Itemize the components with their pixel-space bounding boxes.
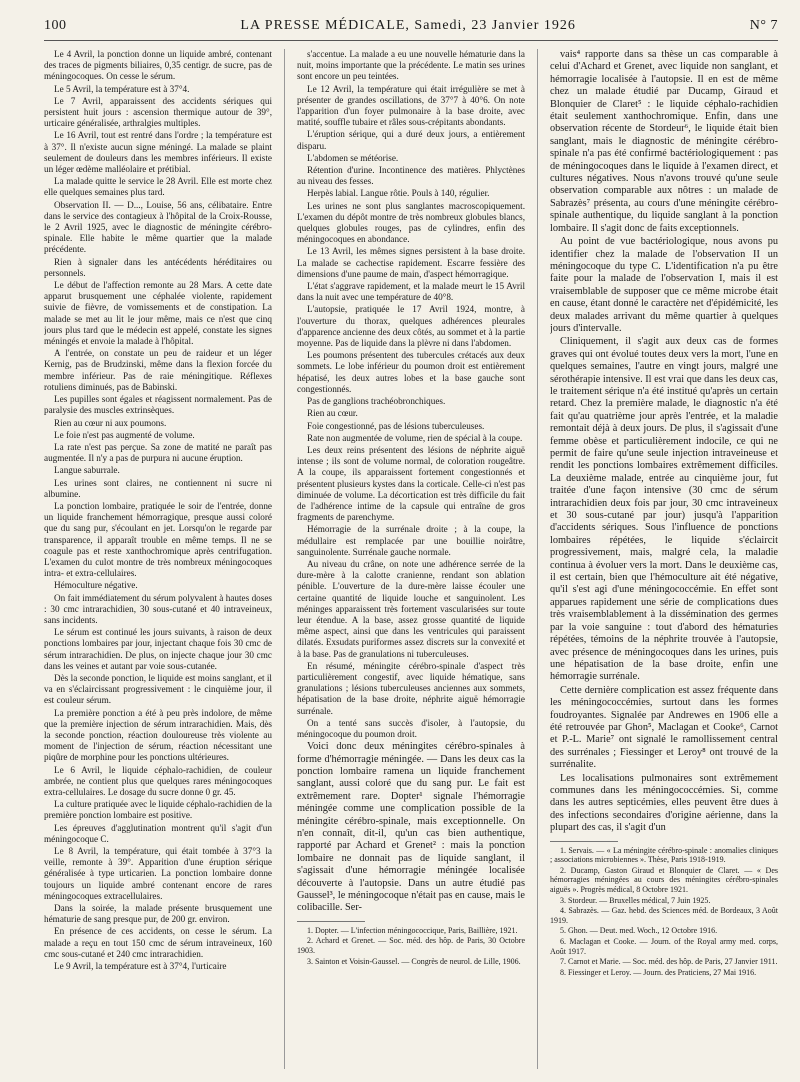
paragraph: Hémorragie de la surrénale droite ; à la coupe, la médullaire est remplacée par une bouillie noirâtre, sanguinolente. Surrénale gauche normale. bbox=[297, 524, 525, 557]
paragraph: Le 8 Avril, la température, qui était tombée à 37°3 la veille, remonte à 39°. Apparition d'une éruption sérique généralisée à type urticarien. La ponction lombaire donne toujours un liquide ambré contenant encore de rares méningocoques extracellulaires. bbox=[44, 846, 272, 901]
paragraph: On fait immédiatement du sérum polyvalent à hautes doses : 30 cmc intrarachidien, 30 sous-cutané et 40 intraveineux, sans incidents. bbox=[44, 592, 272, 625]
paragraph: Cette dernière complication est assez fréquente dans les méningococcémies, surtout dans les formes foudroyantes. Signalée par Andrewes en 1906 elle a été retrouvée par Ghon⁵, Maclagan et Cooke⁶, Carnot et P.-L. Marie⁷ ont signalé le ramollissement central des surrénales ; Fiessinger et Leroy⁸ ont trouvé de la surrénalite. bbox=[550, 684, 778, 771]
paragraph: Hémoculture négative. bbox=[54, 580, 138, 591]
column-2 bbox=[297, 49, 525, 1069]
column-3-footnotes bbox=[550, 846, 778, 978]
paragraph: L'éruption sérique, qui a duré deux jours, a entièrement disparu. bbox=[297, 129, 525, 151]
paragraph: Herpès labial. Langue rôtie. Pouls à 140, régulier. bbox=[307, 188, 490, 199]
footnote: 2. Achard et Grenet. — Soc. méd. des hôp. de Paris, 30 Octobre 1903. bbox=[297, 936, 525, 956]
paragraph: Dès la seconde ponction, le liquide est moins sanglant, et il va en s'éclaircissant progressivement : le cinquième jour, il est couleur sérum. bbox=[44, 672, 272, 706]
footnote: 3. Sainton et Voisin-Gaussel. — Congrès de neurol. de Lille, 1906. bbox=[307, 956, 521, 966]
column-2-observation bbox=[297, 49, 525, 740]
paragraph: L'abdomen se météorise. bbox=[307, 152, 399, 163]
column-divider bbox=[284, 49, 285, 1069]
paragraph: Les poumons présentent des tubercules crétacés aux deux sommets. Le lobe inférieur du poumon droit est entièrement hépatisé, les deux autres lobes et la base gauche sont congestionnés. bbox=[297, 350, 525, 394]
text-columns bbox=[44, 49, 778, 1069]
column-divider bbox=[537, 49, 538, 1069]
paragraph: Le 7 Avril, apparaissent des accidents sériques qui persistent huit jours : ascension thermique autour de 39°, urticaire généralisée, arthralgies multiples. bbox=[44, 95, 272, 129]
column-2-discussion bbox=[297, 741, 525, 915]
issue-number: N° 7 bbox=[749, 18, 778, 33]
page-header bbox=[44, 18, 778, 41]
footnote: 1. Dopter. — L'infection méningococcique, Paris, Baillière, 1921. bbox=[307, 925, 518, 935]
footnote: 3. Stordeur. — Bruxelles médical, 7 Juin 1925. bbox=[560, 895, 711, 905]
paragraph: Le foie n'est pas augmenté de volume. bbox=[54, 429, 195, 440]
paragraph: Observation II. — D..., Louise, 56 ans, célibataire. Entre dans le service des contagieux à l'hôpital de la Croix-Rousse, le 2 Avril 1925, avec le diagnostic de méningite cérébro-spinale. Elle habite le même quartier que la malade précédente. bbox=[44, 199, 272, 255]
paragraph: Le 5 Avril, la température est à 37°4. bbox=[54, 83, 190, 94]
paragraph: Les deux reins présentent des lésions de néphrite aiguë intense ; ils sont de volume normal, de coloration rougeâtre. A la coupe, ils apparaissent fortement congestionnés et présentent plusieurs kystes dans la corticale. Celle-ci n'est pas diminuée de volume. La décortication est très difficile du fait de l'adhérence intime de la capsule qui entraîne de gros fragments de parenchyme. bbox=[297, 444, 525, 523]
paragraph: Les urines sont claires, ne contiennent ni sucre ni albumine. bbox=[44, 477, 272, 499]
paragraph: Dans la soirée, la malade présente brusquement une hématurie de sang presque pur, de 200 gr. environ. bbox=[44, 903, 272, 925]
paragraph: La première ponction a été à peu près indolore, de même que la première injection de sérum intrarachidien. Mais, dès la seconde ponction, réaction douloureuse très violente au moment de l'injection de sérum, réaction nécessitant une piqûre de morphine pour les ponctions ultérieures. bbox=[44, 707, 272, 763]
paragraph: Les pupilles sont égales et réagissent normalement. Pas de paralysie des muscles extrinsèques. bbox=[44, 394, 272, 416]
footnote: 2. Ducamp, Gaston Giraud et Blonquier de Claret. — « Des hémorragies méningées au cours des méningites cérébro-spinales aiguës ». Progrès médical, 8 Octobre 1921. bbox=[550, 865, 778, 894]
paragraph: Cliniquement, il s'agit aux deux cas de formes graves qui ont évolué toutes deux vers la mort, l'une en quelques semaines, l'autre en vingt jours, malgré une sérothérapie intensive. Il est vrai que dans les deux cas, le traitement sérique n'a été institué qu'après un certain retard. Chez la première malade, le diagnostic n'a été fait qu'au quatrième jour après l'entrée, et la maladie remontait déjà à deux jours. De plus, il s'agissait d'une femme obèse et particulièrement indocile, ce qui ne permit de faire qu'une seule injection intraveineuse et rendit les ponctions lombaires extrêmement difficiles. La deuxième malade, entrée au cinquième jour, fut traitée d'une façon intensive (30 cmc de sérum intrarachidien deux fois par jour, 30 cmc intraveineux et 30 sous-cutané par jour) jusqu'à l'apparition d'accidents sériques. Sous l'influence de ponctions lombaires répétées, le liquide s'éclaircit progressivement, mais, malgré cela, la maladie continua à évoluer vers la mort. Dans le deuxième cas, il est certain, bien que l'hémoculture ait été négative, qu'il s'est agi d'une méningococcémie. En effet sont apparues rapidement une série de complications dues très vraisemblablement à la dissémination des germes par la voie sanguine : tout d'abord des hématuries répétées, témoins de la néphrite trouvée à l'autopsie, avec présence de méningocoques dans les urines, puis une hépatisation de la base droite, enfin une hémorragie surrénale. bbox=[550, 336, 778, 683]
paragraph: La malade quitte le service le 28 Avril. Elle est morte chez elle quelques semaines plus tard. bbox=[44, 176, 272, 198]
paragraph: Le 13 Avril, les mêmes signes persistent à la base droite. La malade se cachectise rapidement. Escarre fessière des dimensions d'une paume de main, d'aspect hémorragique. bbox=[297, 246, 525, 279]
paragraph: vais⁴ rapporte dans sa thèse un cas comparable à celui d'Achard et Grenet, avec liquide non sanglant, et hémorragie localisée à l'autopsie. Il en est de même chez un malade étudié par Ducamp, Giraud et Blonquier de Claret⁵ : le liquide céphalo-rachidien était seulement xanthochromique. Enfin, dans une observation récente de Stordeur⁶, le liquide était bien sanglant, mais le diagnostic de méningite cérébro-spinale n'a pas été confirmé bactériologiquement : pas de méningocoques dans le liquide à l'examen direct, et cultures négatives. Nous n'avons trouvé qu'une seule observation comparable aux nôtres : un malade de Sabrazès⁷ présenta, au cours d'une méningite cérébro-spinale authentique, du liquide sanglant à la ponction lombaire. Il s'agit donc de faits exceptionnels. bbox=[550, 49, 778, 234]
footnote-rule bbox=[297, 921, 365, 922]
paragraph: Rien à signaler dans les antécédents héréditaires ou personnels. bbox=[44, 256, 272, 278]
column-2-footnotes bbox=[297, 926, 525, 966]
paragraph: Pas de ganglions trachéobronchiques. bbox=[307, 396, 446, 407]
paragraph: s'accentue. La malade a eu une nouvelle hématurie dans la nuit, moins importante que la précédente. Le matin ses urines sont encore un peu teintées. bbox=[297, 49, 525, 82]
paragraph: Les épreuves d'agglutination montrent qu'il s'agit d'un méningocoque C. bbox=[44, 822, 272, 844]
paragraph: Les urines ne sont plus sanglantes macroscopiquement. L'examen du dépôt montre de très nombreux globules blancs, quelques globules rouges, pas de cylindres, enfin des méningocoques en abondance. bbox=[297, 200, 525, 245]
paragraph: Rétention d'urine. Incontinence des matières. Phlyctènes au niveau des fesses. bbox=[297, 165, 525, 187]
journal-title: LA PRESSE MÉDICALE, Samedi, 23 Janvier 1926 bbox=[240, 18, 576, 33]
paragraph: L'état s'aggrave rapidement, et la malade meurt le 15 Avril dans la nuit avec une température de 40°8. bbox=[297, 281, 525, 303]
paragraph: Rien au cœur ni aux poumons. bbox=[54, 417, 167, 428]
footnote: 4. Sabrazès. — Gaz. hebd. des Sciences méd. de Bordeaux, 3 Août 1919. bbox=[550, 906, 778, 925]
paragraph: A l'entrée, on constate un peu de raideur et un léger Kernig, pas de Brudzinski, même dans la flexion forcée du membre inférieur. Pas de raie méningitique. Réflexes rotuliens diminués, pas de Babinski. bbox=[44, 348, 272, 392]
paragraph: Le sérum est continué les jours suivants, à raison de deux ponctions lombaires par jour, injectant chaque fois 30 cmc de sérum intrarachidien. De plus, on injecte chaque jour 30 cmc dans les veines et autant par voie sous-cutanée. bbox=[44, 627, 272, 671]
paragraph: Foie congestionné, pas de lésions tuberculeuses. bbox=[307, 420, 485, 431]
paragraph: Rien au cœur. bbox=[307, 408, 358, 419]
paragraph: En présence de ces accidents, on cesse le sérum. La malade a reçu en tout 150 cmc de sérum intraveineux, 160 cmc sous-cutané et 240 cmc intrarachidien. bbox=[44, 926, 272, 959]
paragraph: Au niveau du crâne, on note une adhérence serrée de la dure-mère à la calotte cranienne, rendant son ablation pénible. L'ouverture de la dure-mère laisse écouler une certaine quantité de liquide louche et sanguinolent. Les méninges apparaissent très fortement vascularisées sur toute leur étendue. A la base, assez grosse quantité de liquide même aspect, ainsi que dans les ventricules qui paraissent dilatés. Exsudats puriformes assez discrets sur la convexité et à la base. Pas de granulations ni tuberculeuses. bbox=[297, 558, 525, 659]
paragraph: Rate non augmentée de volume, rien de spécial à la coupe. bbox=[307, 432, 523, 443]
footnote: 7. Carnot et Marie. — Soc. méd. des hôp. de Paris, 27 Janvier 1911. bbox=[560, 957, 778, 967]
footnote: 1. Servais. — « La méningite cérébro-spinale : anomalies cliniques ; associations microbiennes ». Thèse, Paris 1918-1919. bbox=[550, 845, 778, 865]
paragraph: En résumé, méningite cérébro-spinale d'aspect très particulièrement congestif, avec liquide hématique, sans granulations ; lésions tuberculeuses anciennes aux sommets, hépatisation de la base droite, néphrite aiguë hémorragie surrénale. bbox=[297, 660, 525, 716]
column-1 bbox=[44, 49, 272, 1069]
paragraph: Les localisations pulmonaires sont extrêmement communes dans les méningococcémies. Si, comme dans les autres septicémies, elles peuvent être dues à des infections secondaires d'origine aérienne, dans la plupart des cas, il s'agit d'un bbox=[550, 772, 778, 834]
paragraph: Langue saburrale. bbox=[54, 465, 120, 476]
paragraph: La rate n'est pas perçue. Sa zone de matité ne paraît pas augmentée. Il n'y a pas de purpura ni aucune éruption. bbox=[44, 441, 272, 464]
page-number: 100 bbox=[44, 18, 67, 33]
paragraph: On a tenté sans succès d'isoler, à l'autopsie, du méningocoque du poumon droit. bbox=[297, 717, 525, 739]
footnote: 5. Ghon. — Deut. med. Woch., 12 Octobre 1916. bbox=[560, 926, 718, 936]
paragraph: Le 12 Avril, la température qui était irrégulière se met à présenter de grandes oscillations, de 37°7 à 40°6. On note l'apparition d'un foyer pulmonaire à la base droite, avec matité, souffle tubaire et râles sous-crépitants abondants. bbox=[297, 83, 525, 128]
footnote-rule bbox=[550, 841, 618, 842]
paragraph: Au point de vue bactériologique, nous avons pu identifier chez la malade de l'observation II un méningocoque du type C. L'identification n'a pu être faite pour la malade de l'observation I, mais il est vraisemblable de supposer que ce même microbe était en cause, étant donné le caractère net d'épidémicité, les deux malades arrivant du même quartier à quelques jours d'intervalle. bbox=[550, 236, 778, 334]
column-3-text bbox=[550, 49, 778, 835]
paragraph: Le 9 Avril, la température est à 37°4, l'urticaire bbox=[54, 961, 227, 972]
paragraph: Le début de l'affection remonte au 28 Mars. A cette date apparut brusquement une céphalée violente, rapidement suivie de fièvre, de vomissements et de constipation. La malade se met au lit le jour même, mais ce n'est que cinq jours plus tard que le médecin est appelé, constate les signes méningés et envoie la malade à l'hôpital. bbox=[44, 280, 272, 347]
footnote: 8. Fiessinger et Leroy. — Journ. des Praticiens, 27 Mai 1916. bbox=[560, 967, 757, 977]
paragraph: L'autopsie, pratiquée le 17 Avril 1924, montre, à l'ouverture du thorax, quelques adhérences pleurales d'apparence ancienne des deux côtés, au sommet et à la partie moyenne. Pas de liquide dans la plèvre ni dans l'abdomen. bbox=[297, 304, 525, 349]
paragraph: Le 16 Avril, tout est rentré dans l'ordre ; la température est à 37°. Il n'existe aucun signe méningé. La malade se plaint seulement de douleurs dans les membres inférieurs. Il existe un léger œdème malléolaire et prétibial. bbox=[44, 130, 272, 175]
paragraph: La ponction lombaire, pratiquée le soir de l'entrée, donne un liquide franchement hémorragique, presque aussi coloré que du sang pur, s'écoulant en jet. Lorsqu'on le regarde par transparence, il apparaît trouble en même temps. Il ne se coagule pas et reste xanthochromique après centrifugation. L'examen du culot montre de très nombreux méningocoques intra- et extra-cellulaires. bbox=[44, 500, 272, 579]
paragraph: La culture pratiquée avec le liquide céphalo-rachidien de la première ponction lombaire est positive. bbox=[44, 799, 272, 821]
column-3 bbox=[550, 49, 778, 1069]
paragraph: Le 6 Avril, le liquide céphalo-rachidien, de couleur ambrée, ne contient plus que quelques rares méningocoques extra-cellulaires. Le dosage du sucre donne 0 gr. 45. bbox=[44, 764, 272, 797]
footnote: 6. Maclagan et Cooke. — Journ. of the Royal army med. corps, Août 1917. bbox=[550, 936, 778, 956]
paragraph: Voici donc deux méningites cérébro-spinales à forme d'hémorragie méningée. — Dans les deux cas la ponction lombaire ramena un liquide franchement sanglant, aussi coloré que du sang pur. Le fait est extrêmement rare. Dopter¹ signale l'hémorragie méningée comme une complication possible de la méningite cérébro-spinale, mais exceptionnelle. On n'en connaît, dit-il, qu'un cas bien authentique, rapporté par Achard et Grenet² : mais la ponction lombaire ne donnait pas de liquide sanglant, il s'agissait d'une hémorragie méningée localisée découverte à l'autopsie. Dans un autre étudié pas Gaussel³, le méningocoque n'était pas en cause, mais le colibacille. Ser- bbox=[297, 741, 525, 914]
paragraph: Le 4 Avril, la ponction donne un liquide ambré, contenant des traces de pigments biliaires, 0,35 centigr. de sucre, pas de méningocoques. On cesse le sérum. bbox=[44, 49, 272, 82]
